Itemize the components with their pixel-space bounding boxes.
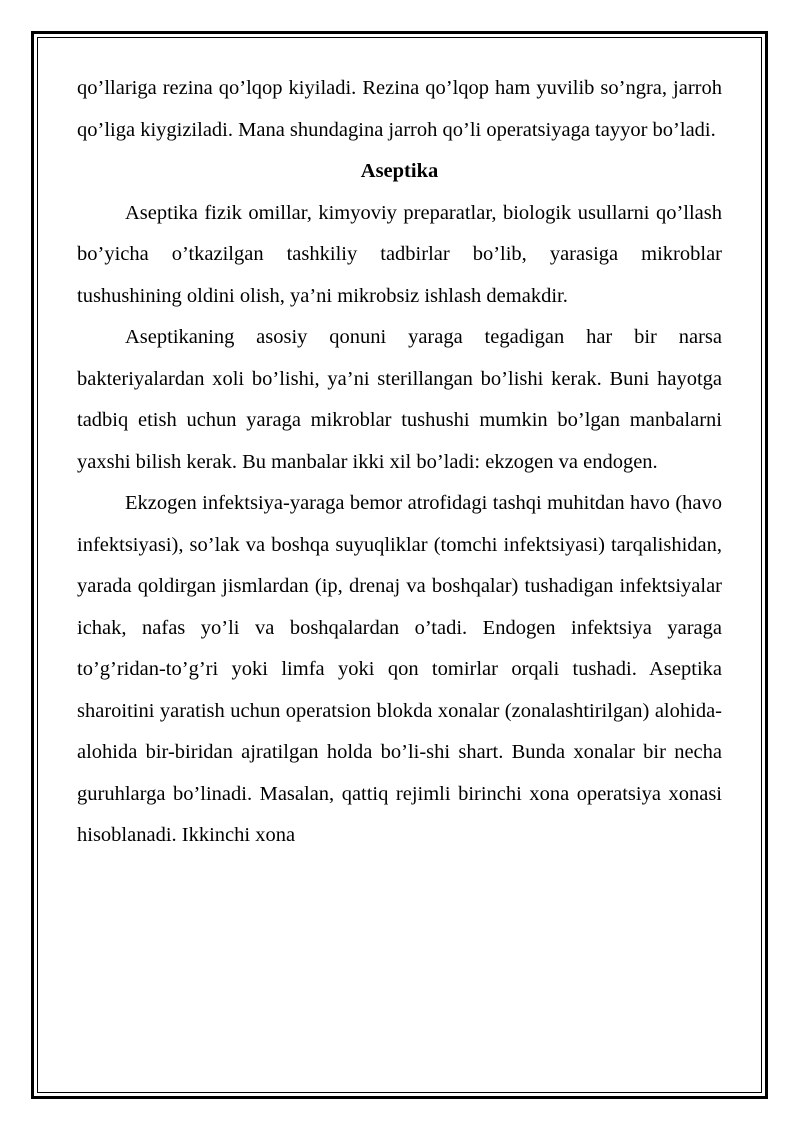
paragraph-main-rule: Aseptikaning asosiy qonuni yaraga tegadigan har bir narsa bakteriyalardan xoli bo’lishi, ya’ni sterillangan bo’lishi kerak. Buni hayotga tadbiq etish uchun yaraga mikroblar tushushi mumkin bo’lgan manbalarni yaxshi bilish kerak. Bu manbalar ikki xil bo’ladi: ekzogen va endogen.	[77, 326, 722, 473]
continuation-paragraph: qo’llariga rezina qo’lqop kiyiladi. Rezina qo’lqop ham yuvilib so’ngra, jarroh qo’liga kiygiziladi. Mana shundagina jarroh qo’li operatsiyaga tayyor bo’ladi.	[77, 77, 722, 141]
document-body	[77, 68, 722, 857]
paragraph-exogenous-infection: Ekzogen infektsiya-yaraga bemor atrofidagi tashqi muhitdan havo (havo infektsiyasi), so’lak va boshqa suyuqliklar (tomchi infektsiyasi) tarqalishidan, yarada qoldirgan jismlardan (ip, drenaj va boshqalar) tushadigan infektsiyalar ichak, nafas yo’li va boshqalardan o’tadi. Endogen infektsiya yaraga to’g’ridan-to’g’ri yoki limfa yoki qon tomirlar orqali tushadi. Aseptika sharoitini yaratish uchun operatsion blokda xonalar (zonalashtirilgan) alohida-alohida bir-biridan ajratilgan holda bo’li-shi shart. Bunda xonalar bir necha guruhlarga bo’linadi. Masalan, qattiq rejimli birinchi xona operatsiya xonasi hisoblanadi. Ikkinchi xona	[77, 492, 722, 846]
section-heading: Aseptika	[360, 160, 439, 182]
paragraph-definition: Aseptika fizik omillar, kimyoviy preparatlar, biologik usullarni qo’llash bo’yicha o’tkazilgan tashkiliy tadbirlar bo’lib, yarasiga mikroblar tushushining oldini olish, ya’ni mikrobsiz ishlash demakdir.	[77, 201, 722, 307]
